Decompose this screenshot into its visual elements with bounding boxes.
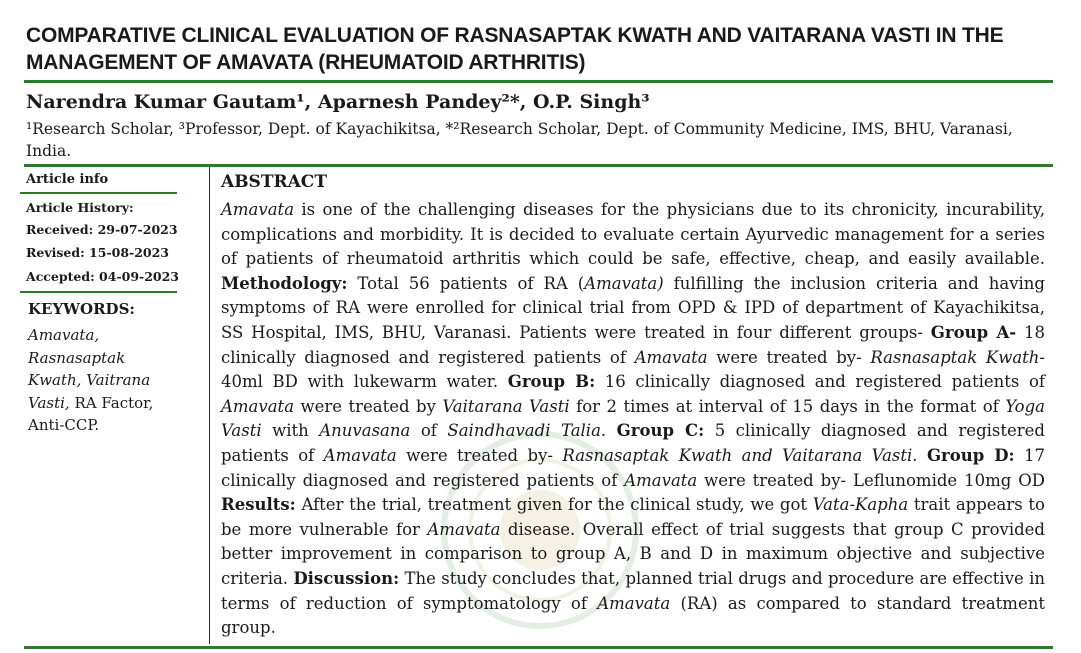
abstract-segment: 16 clinically diagnosed and registered patients of — [595, 372, 1045, 392]
abstract-segment: After the trial, treatment given for the clinical study, we got — [295, 495, 813, 515]
article-info-rule — [20, 192, 177, 194]
abstract-segment: Rasnasaptak Kwath — [870, 347, 1040, 367]
accepted-date: Accepted: 04-09-2023 — [26, 269, 180, 284]
abstract-segment: with — [261, 421, 320, 441]
abstract-segment: is one of the challenging diseases for the physicians due to its chronicity, incurability, complications and morbidity. It is decided to evaluate certain Ayurvedic management for a series of patients of rheumatoid arthritis which could be safe, effective, cheap, and easily available. — [221, 200, 1045, 269]
abstract-segment: . — [600, 421, 617, 441]
abstract-segment: Group C: — [616, 421, 705, 441]
abstract-segment: disease. Overall effect of trial suggests that group C provided better improvement in comparison to group A, B and D in maximum objective and subjective criteria. — [221, 519, 1045, 588]
abstract-segment — [918, 446, 927, 465]
header-rule — [24, 164, 1053, 167]
abstract-segment: Group A- — [930, 322, 1017, 342]
abstract-segment: trait appears to be more vulnerable for — [221, 495, 1045, 539]
abstract-segment: Results: — [221, 495, 296, 515]
article-info-heading: Article info — [26, 172, 109, 187]
author-list: Narendra Kumar Gautam¹, Aparnesh Pandey²*, O.P. Singh³ — [26, 91, 650, 113]
abstract-segment: Total 56 patients of RA ( — [347, 273, 585, 293]
keywords-plain: RA Factor, Anti-CCP. — [28, 393, 154, 434]
abstract-segment: of — [410, 421, 448, 441]
abstract-segment: Saindhavadi Talia — [447, 421, 601, 441]
keywords-heading: KEYWORDS: — [28, 300, 135, 318]
title-rule — [24, 80, 1053, 83]
abstract-segment: - 40ml BD with lukewarm water. — [221, 347, 1045, 392]
revised-date: Revised: 15-08-2023 — [26, 245, 170, 260]
column-divider — [209, 167, 210, 644]
keywords-italic: Amavata, Rasnasaptak Kwath, Vaitrana Vasti, — [28, 326, 151, 412]
abstract-segment: Group B: — [507, 372, 596, 392]
abstract-segment: Amavata — [427, 519, 501, 539]
abstract-segment: Yoga Vasti — [221, 396, 1045, 441]
abstract-segment: were treated by- — [707, 347, 871, 367]
abstract-segment: Anuvasana — [319, 421, 411, 441]
abstract-segment: Vata-Kapha — [812, 495, 909, 515]
abstract-segment: Rasnasaptak Kwath and Vaitarana Vasti. — [562, 445, 918, 465]
abstract-segment: 18 clinically diagnosed and registered patients of — [221, 322, 1046, 367]
abstract-segment: Amavata — [221, 200, 295, 219]
abstract-body — [221, 198, 1045, 641]
history-rule — [20, 291, 177, 293]
abstract-segment: Methodology: — [221, 273, 348, 293]
abstract-segment: were treated by- — [396, 445, 563, 465]
abstract-segment: Amavata — [634, 347, 708, 367]
abstract-segment: Discussion: — [293, 568, 400, 588]
abstract-segment: Amavata — [624, 470, 698, 490]
history-heading: Article History: — [26, 200, 134, 215]
abstract-segment: Amavata) — [584, 273, 664, 293]
paper-title: COMPARATIVE CLINICAL EVALUATION OF RASNASAPTAK KWATH AND VAITARANA VASTI IN THE MANAGEMENT OF AMAVATA (RHEUMATOID ARTHRITIS) — [26, 24, 1004, 74]
abstract-segment: The study concludes that, planned trial drugs and procedure are effective in terms of reduction of symptomatology of — [221, 568, 1045, 613]
abstract-segment: Group D: — [926, 445, 1015, 465]
keywords-list — [28, 324, 168, 437]
abstract-segment: Amavata — [323, 445, 397, 465]
received-date: Received: 29-07-2023 — [26, 222, 178, 237]
footer-rule — [24, 646, 1053, 649]
abstract-segment: were treated by- Leflunomide 10mg OD — [697, 470, 1045, 490]
abstract-segment: fulfilling the inclusion criteria and having symptoms of RA were enrolled for clinical trial from OPD & IPD of department of Kayachikitsa, SS Hospital, IMS, BHU, Varanasi. Patients were treated in four different groups- — [221, 273, 1045, 342]
affiliation: ¹Research Scholar, ³Professor, Dept. of Kayachikitsa, *²Research Scholar, Dept. of Community Medicine, IMS, BHU, Varanasi, India. — [26, 120, 1013, 160]
abstract-segment: Amavata — [221, 396, 295, 416]
abstract-heading: ABSTRACT — [221, 172, 327, 192]
abstract-segment: 17 clinically diagnosed and registered patients of — [221, 445, 1046, 490]
abstract-segment: 5 clinically diagnosed and registered patients of — [221, 421, 1045, 465]
abstract-segment: Vaitarana Vasti — [442, 396, 570, 416]
abstract-segment: were treated by — [294, 396, 443, 416]
abstract-segment: for 2 times at interval of 15 days in the format of — [569, 396, 1006, 416]
abstract-segment: Amavata — [597, 593, 671, 613]
abstract-segment: (RA) as compared to standard treatment group. — [221, 593, 1045, 638]
